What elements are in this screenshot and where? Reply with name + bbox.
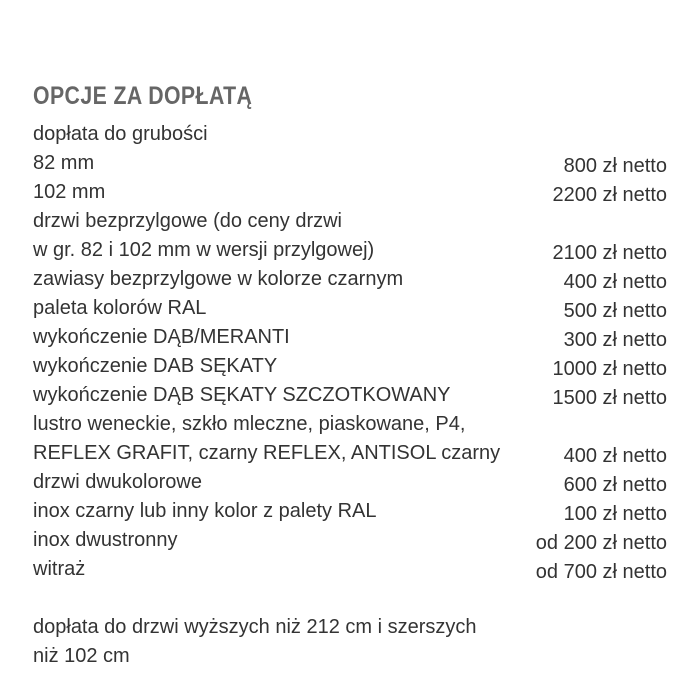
- table-row: [33, 178, 667, 207]
- table-row: [33, 352, 667, 381]
- option-price: 400 zł netto: [563, 271, 667, 293]
- option-price: od 700 zł netto: [535, 561, 667, 583]
- option-price: 100 zł netto: [563, 503, 667, 525]
- option-label: [33, 120, 208, 149]
- option-label: [33, 410, 500, 468]
- table-row: [33, 381, 667, 410]
- option-line: inox czarny lub inny kolor z palety RAL: [33, 500, 377, 522]
- option-label: [33, 178, 105, 207]
- table-row: [33, 265, 667, 294]
- option-label: [33, 468, 202, 497]
- option-line: drzwi bezprzylgowe (do ceny drzwi: [33, 210, 343, 232]
- option-line: zawiasy bezprzylgowe w kolorze czarnym: [33, 268, 404, 290]
- option-line: witraż: [33, 558, 86, 580]
- option-line: 82 mm: [33, 152, 95, 174]
- footer-line: dopłata do drzwi wyższych niż 212 cm i szerszych: [33, 616, 477, 638]
- table-row: [33, 555, 667, 584]
- option-price: 300 zł netto: [563, 329, 667, 351]
- option-label: [33, 207, 374, 265]
- option-label: [33, 497, 377, 526]
- table-row: [33, 410, 667, 468]
- footer-note: [33, 613, 667, 671]
- option-label: [33, 149, 94, 178]
- option-label: [33, 323, 290, 352]
- option-label: [33, 555, 85, 584]
- option-line: paleta kolorów RAL: [33, 297, 207, 319]
- footer-line: niż 102 cm: [33, 645, 130, 667]
- option-price: 2100 zł netto: [552, 242, 667, 264]
- table-row: [33, 323, 667, 352]
- option-line: wykończenie DAB SĘKATY: [33, 355, 278, 377]
- option-line: 102 mm: [33, 181, 106, 203]
- option-line: REFLEX GRAFIT, czarny REFLEX, ANTISOL czarny: [33, 442, 501, 464]
- option-line: lustro weneckie, szkło mleczne, piaskowane, P4,: [33, 413, 466, 435]
- option-line: drzwi dwukolorowe: [33, 471, 202, 493]
- page-title: OPCJE ZA DOPŁATĄ: [33, 81, 253, 110]
- table-row: [33, 497, 667, 526]
- option-line: dopłata do grubości: [33, 123, 208, 145]
- table-row: [33, 120, 667, 149]
- option-line: wykończenie DĄB/MERANTI: [33, 326, 290, 348]
- option-line: inox dwustronny: [33, 529, 178, 551]
- option-label: [33, 381, 451, 410]
- option-label: [33, 352, 277, 381]
- table-row: [33, 526, 667, 555]
- option-price: 2200 zł netto: [552, 184, 667, 206]
- option-label: [33, 294, 206, 323]
- option-price: 1000 zł netto: [552, 358, 667, 380]
- option-price: 1500 zł netto: [552, 387, 667, 409]
- table-row: [33, 468, 667, 497]
- table-row: [33, 207, 667, 265]
- table-row: [33, 294, 667, 323]
- option-price: 400 zł netto: [563, 445, 667, 467]
- table-row: [33, 149, 667, 178]
- option-price: 800 zł netto: [563, 155, 667, 177]
- option-line: w gr. 82 i 102 mm w wersji przylgowej): [33, 239, 375, 261]
- option-line: wykończenie DĄB SĘKATY SZCZOTKOWANY: [33, 384, 451, 406]
- option-price: 500 zł netto: [563, 300, 667, 322]
- option-price: od 200 zł netto: [535, 532, 667, 554]
- option-price: 600 zł netto: [563, 474, 667, 496]
- option-label: [33, 526, 178, 555]
- price-list: [33, 120, 667, 671]
- option-label: [33, 265, 403, 294]
